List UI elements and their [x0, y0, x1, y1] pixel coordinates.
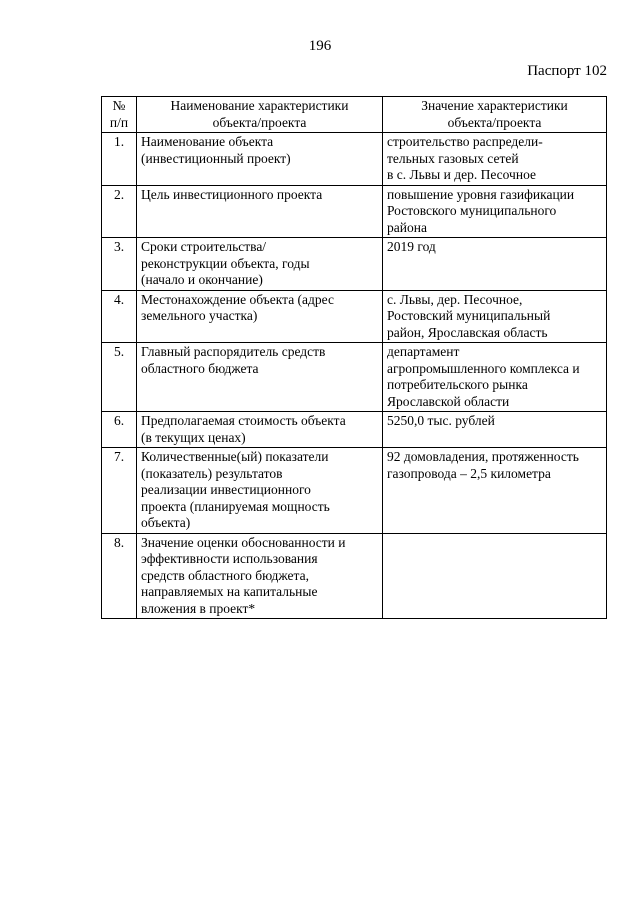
row-characteristic-name: Местонахождение объекта (адрес земельного участка)	[137, 290, 383, 343]
table-row	[102, 533, 607, 619]
row-characteristic-value: повышение уровня газификации Ростовского муниципального района	[383, 185, 607, 238]
row-number: 3.	[102, 238, 137, 291]
header-characteristic-name: Наименование характеристики объекта/проекта	[137, 97, 383, 133]
row-characteristic-value: 92 домовладения, протяженность газопровода – 2,5 километра	[383, 448, 607, 534]
table-row	[102, 185, 607, 238]
page-number: 196	[308, 38, 332, 54]
row-characteristic-value: с. Львы, дер. Песочное, Ростовский муниципальный район, Ярославская область	[383, 290, 607, 343]
row-characteristic-name: Количественные(ый) показатели (показатель) результатов реализации инвестиционного проекта (планируемая мощность объекта)	[137, 448, 383, 534]
table-row	[102, 238, 607, 291]
table-row	[102, 343, 607, 412]
row-number: 6.	[102, 412, 137, 448]
row-characteristic-value: департамент агропромышленного комплекса и потребительского рынка Ярославской области	[383, 343, 607, 412]
row-number: 1.	[102, 133, 137, 186]
row-number: 2.	[102, 185, 137, 238]
row-characteristic-name: Значение оценки обоснованности и эффективности использования средств областного бюджета, направляемых на капитальные вложения в проект*	[137, 533, 383, 619]
row-characteristic-value: строительство распредели- тельных газовых сетей в с. Львы и дер. Песочное	[383, 133, 607, 186]
row-number: 8.	[102, 533, 137, 619]
row-characteristic-name: Сроки строительства/ реконструкции объекта, годы (начало и окончание)	[137, 238, 383, 291]
row-characteristic-name: Наименование объекта (инвестиционный проект)	[137, 133, 383, 186]
table-header-row	[102, 97, 607, 133]
header-number: № п/п	[102, 97, 137, 133]
passport-label: Паспорт 102	[527, 63, 607, 79]
row-characteristic-name: Цель инвестиционного проекта	[137, 185, 383, 238]
row-characteristic-name: Главный распорядитель средств областного бюджета	[137, 343, 383, 412]
table-row	[102, 133, 607, 186]
row-characteristic-name: Предполагаемая стоимость объекта (в текущих ценах)	[137, 412, 383, 448]
row-number: 7.	[102, 448, 137, 534]
table-row	[102, 412, 607, 448]
row-characteristic-value	[383, 533, 607, 619]
row-characteristic-value: 5250,0 тыс. рублей	[383, 412, 607, 448]
row-characteristic-value: 2019 год	[383, 238, 607, 291]
table-row	[102, 290, 607, 343]
table-row	[102, 448, 607, 534]
passport-table	[101, 96, 607, 619]
header-characteristic-value: Значение характеристики объекта/проекта	[383, 97, 607, 133]
row-number: 4.	[102, 290, 137, 343]
row-number: 5.	[102, 343, 137, 412]
